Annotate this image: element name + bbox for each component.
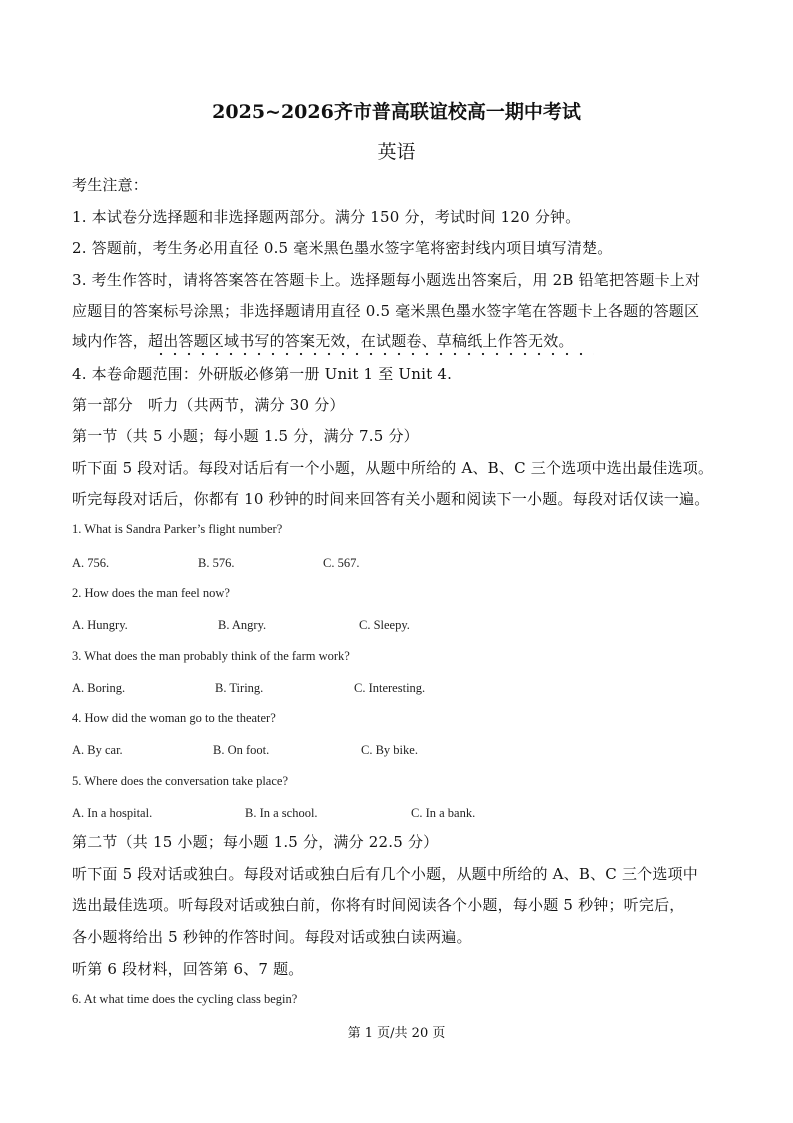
question-6-stem: 6. At what time does the cycling class begin?	[72, 992, 298, 1006]
section2-title: 第二节（共 15 小题；每小题 1.5 分，满分 22.5 分）	[72, 833, 439, 851]
question-2-stem: 2. How does the man feel now?	[72, 586, 230, 600]
question-4-option-b: B. On foot.	[213, 743, 270, 757]
question-1-stem: 1. What is Sandra Parker’s flight number?	[72, 522, 283, 536]
question-3-option-a: A. Boring.	[72, 681, 126, 695]
question-2-option-c: C. Sleepy.	[359, 618, 410, 632]
notice-item-3-line-1: 3. 考生作答时，请将答案答在答题卡上。选择题每小题选出答案后，用 2B 铅笔把答题卡上对	[72, 271, 701, 289]
section2-instruction-3: 各小题将给出 5 秒钟的作答时间。每段对话或独白读两遍。	[72, 928, 472, 946]
section2-instruction-2: 选出最佳选项。听每段对话或独白前，你将有时间阅读各个小题，每小题 5 秒钟；听完后，	[72, 896, 685, 914]
exam-title: 2025~2026齐市普高联谊校高一期中考试	[212, 101, 581, 123]
notice-item-2: 2. 答题前，考生务必用直径 0.5 毫米黑色墨水签字笔将密封线内项目填写清楚。	[72, 239, 613, 257]
section1-instruction-1: 听下面 5 段对话。每段对话后有一个小题，从题中所给的 A、B、C 三个选项中选出最佳选项。	[72, 459, 714, 477]
question-2-option-b: B. Angry.	[218, 618, 267, 632]
question-5-option-b: B. In a school.	[245, 806, 318, 820]
section1-title: 第一节（共 5 小题；每小题 1.5 分，满分 7.5 分）	[72, 427, 419, 445]
question-1-option-a: A. 756.	[72, 556, 110, 570]
question-4-option-a: A. By car.	[72, 743, 123, 757]
question-2-option-a: A. Hungry.	[72, 618, 128, 632]
question-4-stem: 4. How did the woman go to the theater?	[72, 711, 276, 725]
notice-item-3-line-3: 域内作答，超出答题区域书写的答案无效，在试题卷、草稿纸上作答无效。	[72, 332, 574, 350]
question-5-option-c: C. In a bank.	[411, 806, 476, 820]
question-3-option-c: C. Interesting.	[354, 681, 426, 695]
question-5-stem: 5. Where does the conversation take place?	[72, 774, 288, 788]
question-1-option-c: C. 567.	[323, 556, 360, 570]
section1-instruction-2: 听完每段对话后，你都有 10 秒钟的时间来回答有关小题和阅读下一小题。每段对话仅读一遍。	[72, 490, 710, 508]
exam-subject: 英语	[377, 141, 416, 163]
question-1-option-b: B. 576.	[198, 556, 235, 570]
notice-item-4: 4. 本卷命题范围：外研版必修第一册 Unit 1 至 Unit 4.	[72, 365, 453, 383]
question-3-stem: 3. What does the man probably think of the farm work?	[72, 649, 350, 663]
emphasis-dots	[154, 352, 594, 356]
page-number: 第 1 页/共 20 页	[347, 1026, 446, 1041]
section2-instruction-1: 听下面 5 段对话或独白。每段对话或独白后有几个小题，从题中所给的 A、B、C 三个选项中	[72, 865, 698, 883]
notice-item-3-line-2: 应题目的答案标号涂黑；非选择题请用直径 0.5 毫米黑色墨水签字笔在答题卡上各题的答题区	[72, 302, 700, 320]
notice-heading: 考生注意：	[72, 176, 149, 194]
part1-title: 第一部分 听力（共两节，满分 30 分）	[72, 396, 345, 414]
notice-item-1: 1. 本试卷分选择题和非选择题两部分。满分 150 分，考试时间 120 分钟。	[72, 208, 581, 226]
material-6-heading: 听第 6 段材料，回答第 6、7 题。	[72, 960, 304, 978]
question-5-option-a: A. In a hospital.	[72, 806, 153, 820]
question-3-option-b: B. Tiring.	[215, 681, 264, 695]
question-4-option-c: C. By bike.	[361, 743, 418, 757]
